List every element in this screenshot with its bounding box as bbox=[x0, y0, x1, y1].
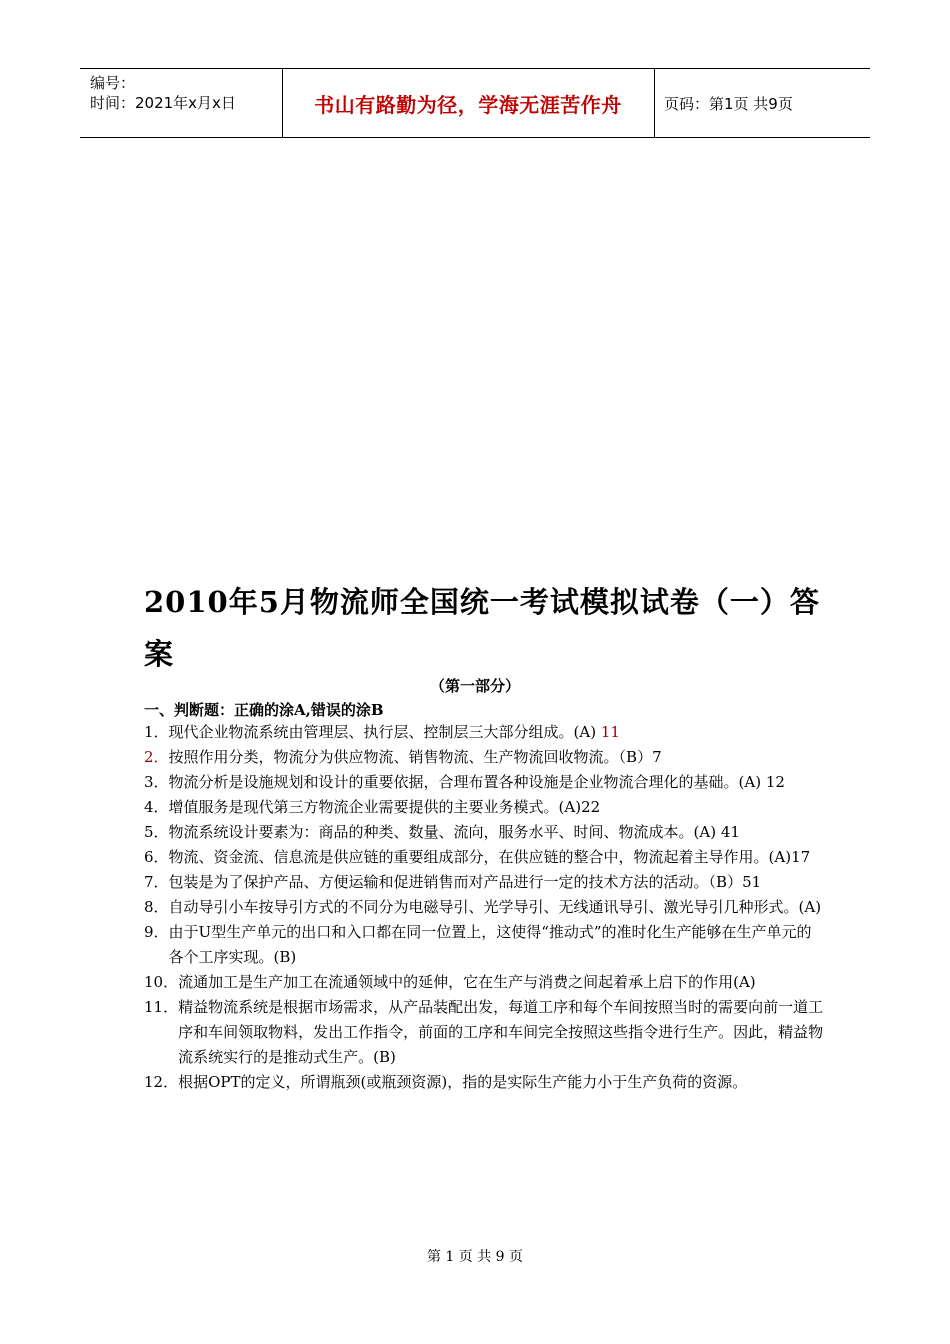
list-item bbox=[144, 895, 824, 920]
list-item bbox=[144, 745, 824, 770]
item-text: 根据OPT的定义，所谓瓶颈(或瓶颈资源)，指的是实际生产能力小于生产负荷的资源。 bbox=[178, 1073, 748, 1091]
list-item bbox=[144, 820, 824, 845]
item-number: 11． bbox=[144, 998, 179, 1016]
list-item bbox=[144, 795, 824, 820]
list-item bbox=[144, 870, 824, 895]
item-number: 7． bbox=[144, 873, 169, 891]
item-text: 物流分析是设施规划和设计的重要依据，合理布置各种设施是企业物流合理化的基础。(A) 12 bbox=[168, 773, 785, 791]
item-text: 物流系统设计要素为：商品的种类、数量、流向，服务水平、时间、物流成本。(A) 41 bbox=[168, 823, 740, 841]
item-number: 5． bbox=[144, 823, 169, 841]
item-number: 4． bbox=[144, 798, 169, 816]
item-text: 由于U型生产单元的出口和入口都在同一位置上，这使得“推动式”的准时化生产能够在生产单元的各个工序实现。(B) bbox=[168, 923, 812, 966]
item-number: 8． bbox=[144, 898, 169, 916]
item-number: 3． bbox=[144, 773, 169, 791]
item-number: 9． bbox=[144, 923, 169, 941]
section-heading: 一、判断题：正确的涂A,错误的涂B bbox=[144, 701, 384, 719]
header-left bbox=[90, 73, 236, 113]
list-item bbox=[144, 720, 824, 745]
item-number: 12． bbox=[144, 1073, 179, 1091]
list-item bbox=[144, 1070, 824, 1095]
item-body: 现代企业物流系统由管理层、执行层、控制层三大部分组成。(A) bbox=[168, 723, 601, 741]
question-list bbox=[144, 720, 824, 1095]
item-number: 10． bbox=[144, 973, 179, 991]
list-item bbox=[144, 970, 824, 995]
item-number: 1． bbox=[144, 723, 169, 741]
list-item bbox=[144, 920, 824, 970]
item-text: 精益物流系统是根据市场需求，从产品装配出发，每道工序和每个车间按照当时的需要向前一道工序和车间领取物料，发出工作指令，前面的工序和车间完全按照这些指令进行生产。因此，精益物流系统实行的是推动式生产。(B) bbox=[178, 998, 824, 1066]
item-text: 流通加工是生产加工在流通领域中的延伸，它在生产与消费之间起着承上启下的作用(A) bbox=[178, 973, 756, 991]
page-footer: 第 1 页 共 9 页 bbox=[426, 1249, 524, 1265]
header-divider bbox=[654, 69, 655, 137]
page-label: 页码：第1页 共9页 bbox=[664, 94, 793, 113]
motto: 书山有路勤为径，学海无涯苦作舟 bbox=[314, 92, 622, 117]
time-label: 时间：2021年x月x日 bbox=[90, 94, 236, 112]
item-text: 物流、资金流、信息流是供应链的重要组成部分，在供应链的整合中，物流起着主导作用。(A)17 bbox=[168, 848, 811, 866]
item-ref: 11 bbox=[600, 723, 620, 741]
item-text: 按照作用分类，物流分为供应物流、销售物流、生产物流回收物流。（B）7 bbox=[168, 748, 662, 766]
list-item bbox=[144, 770, 824, 795]
number-label: 编号： bbox=[90, 74, 136, 92]
item-text: 增值服务是现代第三方物流企业需要提供的主要业务模式。(A)22 bbox=[168, 798, 601, 816]
item-text bbox=[169, 720, 824, 745]
item-text: 包装是为了保护产品、方便运输和促进销售而对产品进行一定的技术方法的活动。（B）51 bbox=[168, 873, 762, 891]
item-number: 2． bbox=[144, 748, 169, 766]
list-item bbox=[144, 995, 824, 1070]
header-table bbox=[80, 68, 870, 138]
document-title: 2010年5月物流师全国统一考试模拟试卷（一）答案 bbox=[144, 585, 820, 671]
part-heading: （第一部分） bbox=[429, 677, 520, 695]
item-text: 自动导引小车按导引方式的不同分为电磁导引、光学导引、无线通讯导引、激光导引几种形式。(A) bbox=[168, 898, 822, 916]
list-item bbox=[144, 845, 824, 870]
item-number: 6． bbox=[144, 848, 169, 866]
